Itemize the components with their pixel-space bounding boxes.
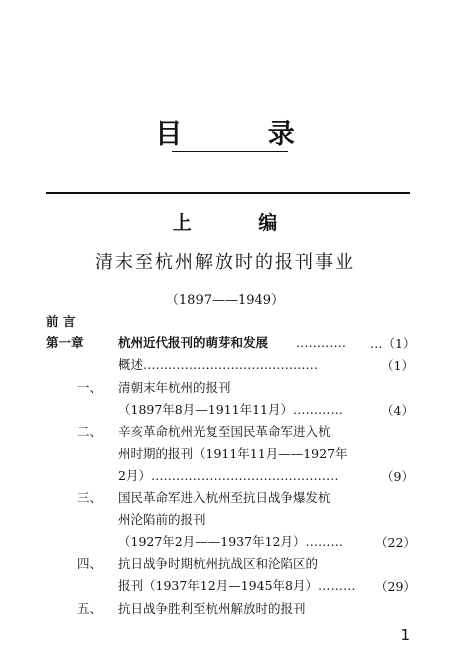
toc-s2-num: 二、 [77,424,103,439]
toc-chapter-label: 第一章 [46,335,84,350]
toc-s2-line2: 州时期的报刊（1911年11月——1927年 [118,446,348,461]
toc-s1-page: （4） [381,403,414,418]
toc-s4-num: 四、 [77,556,103,571]
toc-s1-line2: （1897年8月—1911年11月）………… [118,402,343,417]
toc-overview: 概述…………………………………… [118,357,319,372]
part-heading: 上 编 [172,212,308,234]
toc-s3-line1: 国民革命军进入杭州至抗日战争爆发杭 [118,490,331,505]
toc-preface: 前 言 [46,314,76,329]
toc-overview-page: （1） [381,358,414,373]
toc-s5-line1: 抗日战争胜利至杭州解放时的报刊 [118,601,306,616]
toc-s4-line2: 报刊（1937年12月—1945年8月）……… [118,578,356,593]
title-underline [172,151,288,152]
toc-s4-line1: 抗日战争时期杭州抗战区和沦陷区的 [118,556,319,571]
toc-s3-line3: （1927年2月——1937年12月）……… [118,534,343,549]
toc-s1-line1: 清朝末年杭州的报刊 [118,380,231,395]
page-number: 1 [400,626,410,644]
page-title: 目 录 [155,119,333,150]
part-subtitle: 清末至杭州解放时的报刊事业 [95,252,355,273]
toc-s3-page: （22） [375,535,416,550]
toc-chapter-title: 杭州近代报刊的萌芽和发展 [118,335,269,350]
toc-s3-num: 三、 [77,490,103,505]
part-years: （1897——1949） [165,293,285,308]
toc-s5-num: 五、 [77,601,103,616]
toc-s2-line3: 2月）……………………………………… [118,468,339,483]
toc-s3-line2: 州沦陷前的报刊 [118,512,206,527]
toc-chapter-leader: ………… [296,335,346,350]
toc-s2-page: （9） [381,469,414,484]
toc-s1-num: 一、 [77,380,103,395]
section-divider [46,192,410,194]
toc-s2-line1: 辛亥革命杭州光复至国民革命军进入杭 [118,424,331,439]
toc-s4-page: （29） [375,579,416,594]
toc-chapter-page: …（1） [370,336,416,351]
